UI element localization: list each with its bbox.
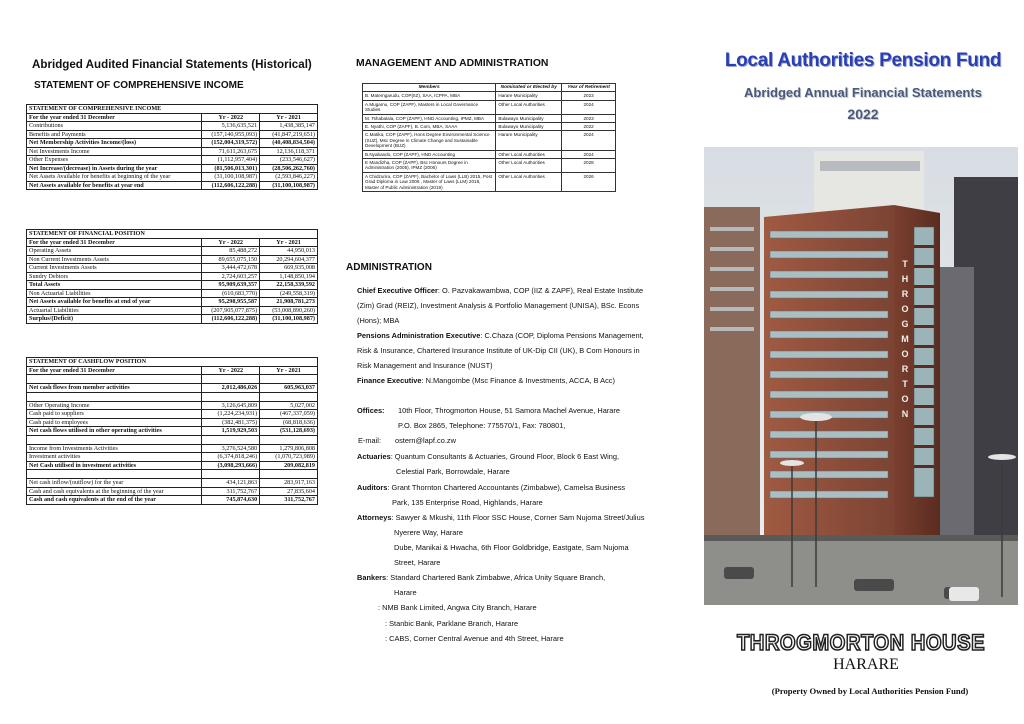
sign-letter: O — [901, 349, 909, 359]
table-row — [27, 418, 318, 427]
value-2021: (31,100,108,987) — [260, 181, 318, 190]
row-label: Net Assets available for benefits at year end — [27, 181, 202, 190]
table-row — [27, 164, 318, 173]
members-header-row — [363, 84, 616, 92]
offices-label: Offices: — [357, 406, 385, 415]
auditors-label: Auditors — [357, 483, 388, 492]
offices-line2: P.O. Box 2865, Telephone: 775570/1, Fax: 780801, — [398, 421, 566, 430]
value-2021: 44,950,013 — [260, 247, 318, 256]
table-row — [27, 401, 318, 410]
value-2022: 745,874,630 — [202, 496, 260, 505]
table-row — [27, 247, 318, 256]
member-nominated-by: Other Local Authorities — [496, 172, 562, 191]
sign-letter: T — [902, 379, 908, 389]
member-retirement-year: 2022 — [562, 123, 616, 131]
report-year: 2022 — [847, 106, 879, 122]
table-row — [27, 410, 318, 419]
executives-block — [357, 283, 647, 388]
table-row — [27, 375, 318, 384]
value-2022: (382,481,375) — [202, 418, 260, 427]
member-nominated-by: Harare Municipality — [496, 92, 562, 100]
row-label: Contributions — [27, 122, 202, 131]
table-row — [27, 272, 318, 281]
row-label: Net cash flows utilised in other operating activities — [27, 427, 202, 436]
row-label: Non Current Investments Assets — [27, 255, 202, 264]
value-2021 — [260, 435, 318, 444]
cashflow-table — [26, 357, 318, 505]
value-2022: (207,905,077,875) — [202, 306, 260, 315]
actuaries-line2: Celestial Park, Borrowdale, Harare — [396, 467, 510, 476]
member-retirement-year: 2024 — [562, 100, 616, 114]
row-label — [27, 392, 202, 401]
member-name: E Mandizha, COP (ZAPF), Bsc Honours Degree in Administration (2005), IPMZ (2006) — [363, 159, 496, 173]
value-2022: (81,506,013,301) — [202, 164, 260, 173]
ceo-text: : O. Pazvakawambwa, COP (IIZ & ZAPF), Real Estate Institute (Zim) Grad (REIZ), Investment Analysis & Portfolio Management (UNISA), BSc. Econs (Hons); MBA — [357, 286, 644, 325]
table-row — [27, 384, 318, 393]
value-2021: 21,908,781,273 — [260, 298, 318, 307]
value-2021 — [260, 470, 318, 479]
row-label: Net Cash utilised in investment activities — [27, 461, 202, 470]
value-2021: 1,148,850,194 — [260, 272, 318, 281]
attorneys-label: Attorneys — [357, 513, 392, 522]
col-header-2022: Yr - 2022 — [202, 113, 260, 122]
member-name: B. Matemgarudu, COP(IIZ), SAA, ICPPA, MBA — [363, 92, 496, 100]
value-2022: (157,140,955,093) — [202, 130, 260, 139]
bankers-line2: Harare — [394, 588, 417, 597]
sign-letter: T — [902, 259, 908, 269]
value-2022: (112,606,122,288) — [202, 181, 260, 190]
sign-letter: R — [901, 364, 909, 374]
value-2021: 605,963,037 — [260, 384, 318, 393]
fe-text: : N.Mangombe (Msc Finance & Investments, ACCA, B Acc) — [421, 376, 615, 385]
table-row — [27, 139, 318, 148]
value-2022: (1,112,957,404) — [202, 156, 260, 165]
table-title-row — [27, 230, 318, 239]
table-row — [27, 156, 318, 165]
member-row — [363, 159, 616, 173]
bankers-line3: : NMB Bank Limited, Angwa City Branch, Harare — [378, 603, 537, 612]
row-label — [27, 435, 202, 444]
row-label: Surplus/(Deficit) — [27, 315, 202, 324]
value-2021: (531,128,693) — [260, 427, 318, 436]
value-2022: 3,276,524,580 — [202, 444, 260, 453]
administration-heading: ADMINISTRATION — [346, 262, 432, 273]
offices-line1: 10th Floor, Throgmorton House, 51 Samora Machel Avenue, Harare — [398, 406, 620, 415]
member-name: C.Matika, COP (ZAPF), Hons Degree Environmental Science (SUZ), Msc Degree in Climate Change and Sustainable Development (BUZ) — [363, 131, 496, 150]
table-row — [27, 173, 318, 182]
table-row — [27, 298, 318, 307]
value-2022: (3,098,293,666) — [202, 461, 260, 470]
value-2021: 209,082,819 — [260, 461, 318, 470]
row-label: Investment activities — [27, 453, 202, 462]
value-2022: 1,519,929,503 — [202, 427, 260, 436]
sign-letter: O — [901, 394, 909, 404]
email-value[interactable]: ostern@lapf.co.zw — [395, 436, 456, 445]
table-row — [27, 487, 318, 496]
member-nominated-by: Other Local Authorities — [496, 159, 562, 173]
value-2022: (610,683,770) — [202, 289, 260, 298]
row-label — [27, 470, 202, 479]
member-nominated-by: Bulawayo Municipality — [496, 114, 562, 122]
value-2021: 1,279,806,808 — [260, 444, 318, 453]
table-row — [27, 255, 318, 264]
value-2021 — [260, 392, 318, 401]
member-name: M. Tshabalala, COP (ZAPF), HND Accounting, IPMZ, MBA — [363, 114, 496, 122]
table-header-row — [27, 238, 318, 247]
table-title: STATEMENT OF CASHFLOW POSITION — [27, 358, 318, 367]
member-name: B.Nyabando, COP (ZAPF), HND Accounting — [363, 150, 496, 158]
value-2021: 669,935,008 — [260, 264, 318, 273]
income-statement-table — [26, 104, 318, 190]
bankers-line1: : Standard Chartered Bank Zimbabwe, Africa Unity Square Branch, — [386, 573, 606, 582]
ceo-entry — [357, 283, 647, 328]
attorneys-line3: Dube, Manikai & Hwacha, 6th Floor Goldbridge, Eastgate, Sam Nujoma — [394, 543, 629, 552]
table-row — [27, 306, 318, 315]
bankers-line5: : CABS, Corner Central Avenue and 4th Street, Harare — [385, 634, 564, 643]
table-header-row — [27, 366, 318, 375]
table-title: STATEMENT OF COMPREHENSIVE INCOME — [27, 105, 318, 114]
row-label: Actuarial Liabilities — [27, 306, 202, 315]
value-2021: 283,917,163 — [260, 479, 318, 488]
col-header-2021: Yr - 2021 — [260, 238, 318, 247]
table-row — [27, 122, 318, 131]
report-subtitle: Abridged Annual Financial Statements — [744, 85, 982, 100]
value-2022: (6,374,818,246) — [202, 453, 260, 462]
member-row — [363, 150, 616, 158]
table-row — [27, 147, 318, 156]
table-title: STATEMENT OF FINANCIAL POSITION — [27, 230, 318, 239]
table-row — [27, 479, 318, 488]
member-name: E. Nyathi, COP (ZAPF), B. Com, MBA, SAAA — [363, 123, 496, 131]
member-row — [363, 131, 616, 150]
value-2022: 89,655,075,150 — [202, 255, 260, 264]
row-label: Cash and cash equivalents at the beginning of the year — [27, 487, 202, 496]
member-nominated-by: Other Local Authorities — [496, 100, 562, 114]
value-2022: 5,136,635,521 — [202, 122, 260, 131]
sign-letter: N — [901, 409, 909, 419]
value-2021: 311,752,767 — [260, 496, 318, 505]
members-table — [362, 83, 616, 192]
value-2021: 12,136,118,371 — [260, 147, 318, 156]
table-row — [27, 435, 318, 444]
col-header-2022: Yr - 2022 — [202, 366, 260, 375]
member-name: A Chidzurira, COP (ZAPF), Bachelor of Laws (LLB) 2015, Post Grad Diploma in Law 2006 , Master of Laws (LLM) 2018, Master of Public Administration (2019) — [363, 172, 496, 191]
sign-letter: R — [901, 289, 909, 299]
table-row — [27, 427, 318, 436]
member-name: A.Mugamu, COP (ZAPF), Masters in Local Governance Studies — [363, 100, 496, 114]
value-2021: (28,506,262,760) — [260, 164, 318, 173]
table-title-row — [27, 105, 318, 114]
actuaries-line1: : Quantum Consultants & Actuaries, Ground Floor, Block 6 East Wing, — [390, 452, 620, 461]
member-retirement-year: 2024 — [562, 131, 616, 150]
brand-title: Local Authorities Pension Fund — [724, 50, 1002, 71]
actuaries-label: Actuaries — [357, 452, 391, 461]
management-heading: MANAGEMENT AND ADMINISTRATION — [356, 58, 549, 69]
value-2021: (53,008,890,260) — [260, 306, 318, 315]
left-heading: Abridged Audited Financial Statements (Historical) — [32, 58, 312, 71]
col-header-2021: Yr - 2021 — [260, 366, 318, 375]
row-label: Cash paid to suppliers — [27, 410, 202, 419]
sign-letter: H — [901, 274, 909, 284]
value-2021: 1,438,385,147 — [260, 122, 318, 131]
period-label: For the year ended 31 December — [27, 238, 202, 247]
ownership-note: (Property Owned by Local Authorities Pension Fund) — [771, 686, 969, 696]
building-sign — [900, 257, 910, 422]
pae-label: Pensions Administration Executive — [357, 331, 481, 340]
member-row — [363, 114, 616, 122]
sign-letter: G — [901, 319, 909, 329]
sign-letter: M — [901, 334, 909, 344]
member-row — [363, 92, 616, 100]
row-label: Non Actuarial Liabilities — [27, 289, 202, 298]
row-label: Cash and cash equivalents at the end of the year — [27, 496, 202, 505]
house-title: THROGMORTON HOUSE — [736, 630, 986, 655]
value-2021 — [260, 375, 318, 384]
period-label: For the year ended 31 December — [27, 366, 202, 375]
email-label: E-mail: — [358, 436, 381, 445]
col-header-2021: Yr - 2021 — [260, 113, 318, 122]
value-2022: (31,100,108,987) — [202, 173, 260, 182]
row-label: Income from Investments Activities — [27, 444, 202, 453]
col-header-2022: Yr - 2022 — [202, 238, 260, 247]
table-row — [27, 392, 318, 401]
value-2022: 85,488,272 — [202, 247, 260, 256]
value-2022: (152,004,319,572) — [202, 139, 260, 148]
value-2022 — [202, 392, 260, 401]
value-2021: 27,835,604 — [260, 487, 318, 496]
value-2021: 22,158,339,592 — [260, 281, 318, 290]
auditors-line1: : Grant Thornton Chartered Accountants (Zimbabwe), Camelsa Business — [387, 483, 626, 492]
member-retirement-year: 2024 — [562, 150, 616, 158]
row-label: Net cash flows from member activities — [27, 384, 202, 393]
row-label: Sundry Debtors — [27, 272, 202, 281]
value-2022: 95,298,955,587 — [202, 298, 260, 307]
value-2021: (467,337,059) — [260, 410, 318, 419]
value-2022 — [202, 375, 260, 384]
member-retirement-year: 2026 — [562, 172, 616, 191]
row-label: Operating Assets — [27, 247, 202, 256]
pae-entry — [357, 328, 647, 373]
value-2022: 95,909,639,357 — [202, 281, 260, 290]
table-row — [27, 453, 318, 462]
member-nominated-by: Other Local Authorities — [496, 150, 562, 158]
row-label: Net Membership Activities Income/(loss) — [27, 139, 202, 148]
house-city: HARARE — [833, 656, 899, 673]
row-label — [27, 375, 202, 384]
table-row — [27, 496, 318, 505]
attorneys-line2: Nyerere Way, Harare — [394, 528, 463, 537]
value-2022: 434,121,863 — [202, 479, 260, 488]
pae-text: : C.Chaza (COP, Diploma Pensions Management, Risk & Insurance, Chartered Insurance Institute of UK-Dip CII (UK), B Com Honours in Risk Management and Insurance (NUST) — [357, 331, 644, 370]
bankers-label: Bankers — [357, 573, 387, 582]
member-row — [363, 100, 616, 114]
value-2021: (1,070,723,989) — [260, 453, 318, 462]
value-2021: (40,408,834,504) — [260, 139, 318, 148]
row-label: Current Investments Assets — [27, 264, 202, 273]
ceo-label: Chief Executive Officer — [357, 286, 438, 295]
table-header-row — [27, 113, 318, 122]
member-retirement-year: 2023 — [562, 92, 616, 100]
value-2021: (31,100,108,987) — [260, 315, 318, 324]
table-row — [27, 281, 318, 290]
auditors-line2: Park, 135 Enterprise Road, Highlands, Harare — [392, 498, 543, 507]
period-label: For the year ended 31 December — [27, 113, 202, 122]
member-retirement-year: 2023 — [562, 114, 616, 122]
value-2022: 3,126,645,809 — [202, 401, 260, 410]
value-2021: (249,558,319) — [260, 289, 318, 298]
row-label: Net Investments Income — [27, 147, 202, 156]
member-row — [363, 123, 616, 131]
table-row — [27, 289, 318, 298]
member-nominated-by: Bulawayo Municipality — [496, 123, 562, 131]
value-2022 — [202, 435, 260, 444]
table-title-row — [27, 358, 318, 367]
left-subheading: STATEMENT OF COMPREHENSIVE INCOME — [34, 80, 244, 91]
table-row — [27, 181, 318, 190]
member-row — [363, 172, 616, 191]
row-label: Net Increase/(decrease) in Assets during the year — [27, 164, 202, 173]
value-2022: 2,724,603,257 — [202, 272, 260, 281]
row-label: Other Operating Income — [27, 401, 202, 410]
value-2021: (68,818,636) — [260, 418, 318, 427]
value-2022 — [202, 470, 260, 479]
row-label: Total Assets — [27, 281, 202, 290]
value-2021: (41,847,219,651) — [260, 130, 318, 139]
row-label: Other Expenses — [27, 156, 202, 165]
row-label: Net Assets available for benefits at end of year — [27, 298, 202, 307]
row-label: Net Assets Available for benefits at beginning of the year — [27, 173, 202, 182]
value-2021: 20,294,604,377 — [260, 255, 318, 264]
building-photo — [704, 147, 1018, 605]
table-row — [27, 264, 318, 273]
value-2022: 3,444,472,678 — [202, 264, 260, 273]
value-2022: 311,752,767 — [202, 487, 260, 496]
fe-label: Finance Executive — [357, 376, 422, 385]
table-row — [27, 315, 318, 324]
row-label: Benefits and Payments — [27, 130, 202, 139]
fe-entry — [357, 373, 647, 388]
table-row — [27, 444, 318, 453]
financial-position-table — [26, 229, 318, 324]
value-2022: (1,224,234,931) — [202, 410, 260, 419]
value-2021: (233,546,627) — [260, 156, 318, 165]
table-row — [27, 461, 318, 470]
nominated-col-header: Nominated or Elected by — [496, 84, 562, 92]
table-row — [27, 130, 318, 139]
member-nominated-by: Harare Municipality — [496, 131, 562, 150]
attorneys-line4: Street, Harare — [394, 558, 441, 567]
row-label: Cash paid to employees — [27, 418, 202, 427]
value-2022: 2,012,486,026 — [202, 384, 260, 393]
member-retirement-year: 2028 — [562, 159, 616, 173]
value-2021: (2,593,846,227) — [260, 173, 318, 182]
bankers-line4: : Stanbic Bank, Parklane Branch, Harare — [385, 619, 519, 628]
attorneys-line1: : Sawyer & Mkushi, 11th Floor SSC House, Corner Sam Nujoma Street/Julius — [391, 513, 645, 522]
value-2021: 5,027,002 — [260, 401, 318, 410]
value-2022: 71,611,263,675 — [202, 147, 260, 156]
table-row — [27, 470, 318, 479]
members-col-header: Members — [363, 84, 496, 92]
retirement-col-header: Year of Retirement — [562, 84, 616, 92]
value-2022: (112,606,122,288) — [202, 315, 260, 324]
row-label: Net cash inflow/(outflow) for the year — [27, 479, 202, 488]
sign-letter: O — [901, 304, 909, 314]
